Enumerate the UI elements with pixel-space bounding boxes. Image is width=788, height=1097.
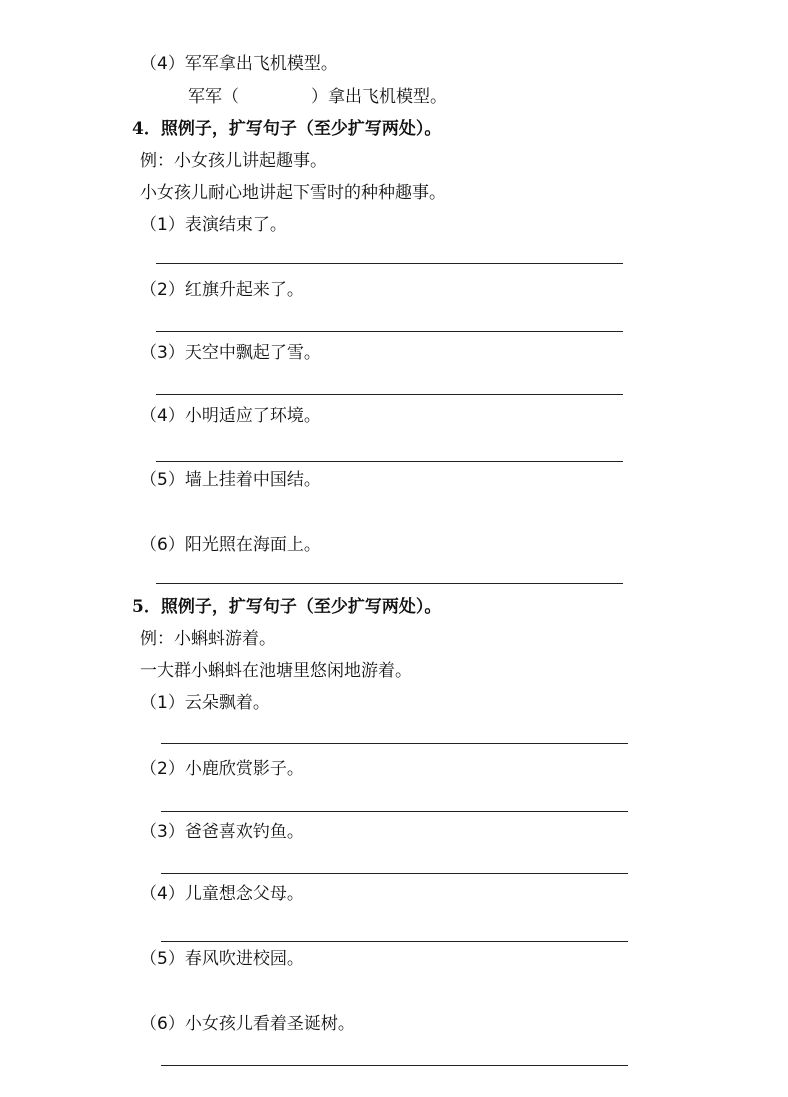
section-4-answer-line-2[interactable] xyxy=(156,331,623,332)
section-4-item-6: （6）阳光照在海面上。 xyxy=(140,535,321,555)
section-5-answer-line-4[interactable] xyxy=(161,941,628,942)
section-5-answer-line-3[interactable] xyxy=(161,873,628,874)
prev-item-4-answer-line xyxy=(188,85,447,109)
section-4-item-3: （3）天空中飘起了雪。 xyxy=(140,343,321,363)
section-5-item-1: （1）云朵飘着。 xyxy=(140,693,270,713)
section-4-example-label: 例：小女孩儿讲起趣事。 xyxy=(140,151,327,171)
section-4-item-1: （1）表演结束了。 xyxy=(140,215,287,235)
section-5-example-label: 例：小蝌蚪游着。 xyxy=(140,629,276,649)
answer-prefix: 军军（ xyxy=(188,87,239,107)
section-4-answer-line-4[interactable] xyxy=(156,461,623,462)
section-5-item-2: （2）小鹿欣赏影子。 xyxy=(140,759,304,779)
section-5-heading: 5．照例子，扩写句子（至少扩写两处）。 xyxy=(132,597,442,617)
section-5-item-6: （6）小女孩儿看着圣诞树。 xyxy=(140,1014,355,1034)
section-5-item-3: （3）爸爸喜欢钓鱼。 xyxy=(140,822,304,842)
section-4-item-2: （2）红旗升起来了。 xyxy=(140,280,304,300)
section-4-answer-line-1[interactable] xyxy=(156,263,623,264)
section-4-example-expanded: 小女孩儿耐心地讲起下雪时的种种趣事。 xyxy=(140,183,446,203)
section-4-answer-line-6[interactable] xyxy=(156,583,623,584)
section-5-answer-line-1[interactable] xyxy=(161,743,628,744)
section-5-answer-line-6[interactable] xyxy=(161,1065,628,1066)
section-5-example-expanded: 一大群小蝌蚪在池塘里悠闲地游着。 xyxy=(140,661,412,681)
section-4-item-4: （4）小明适应了环境。 xyxy=(140,406,321,426)
prev-item-4-prompt: （4）军军拿出飞机模型。 xyxy=(140,54,338,74)
answer-suffix: ）拿出飞机模型。 xyxy=(311,87,447,107)
section-4-item-5: （5）墙上挂着中国结。 xyxy=(140,470,321,490)
section-5-answer-line-2[interactable] xyxy=(161,811,628,812)
section-5-item-5: （5）春风吹进校园。 xyxy=(140,949,304,969)
section-5-item-4: （4）儿童想念父母。 xyxy=(140,884,304,904)
section-4-answer-line-3[interactable] xyxy=(156,394,623,395)
section-4-heading: 4．照例子，扩写句子（至少扩写两处）。 xyxy=(132,119,442,139)
